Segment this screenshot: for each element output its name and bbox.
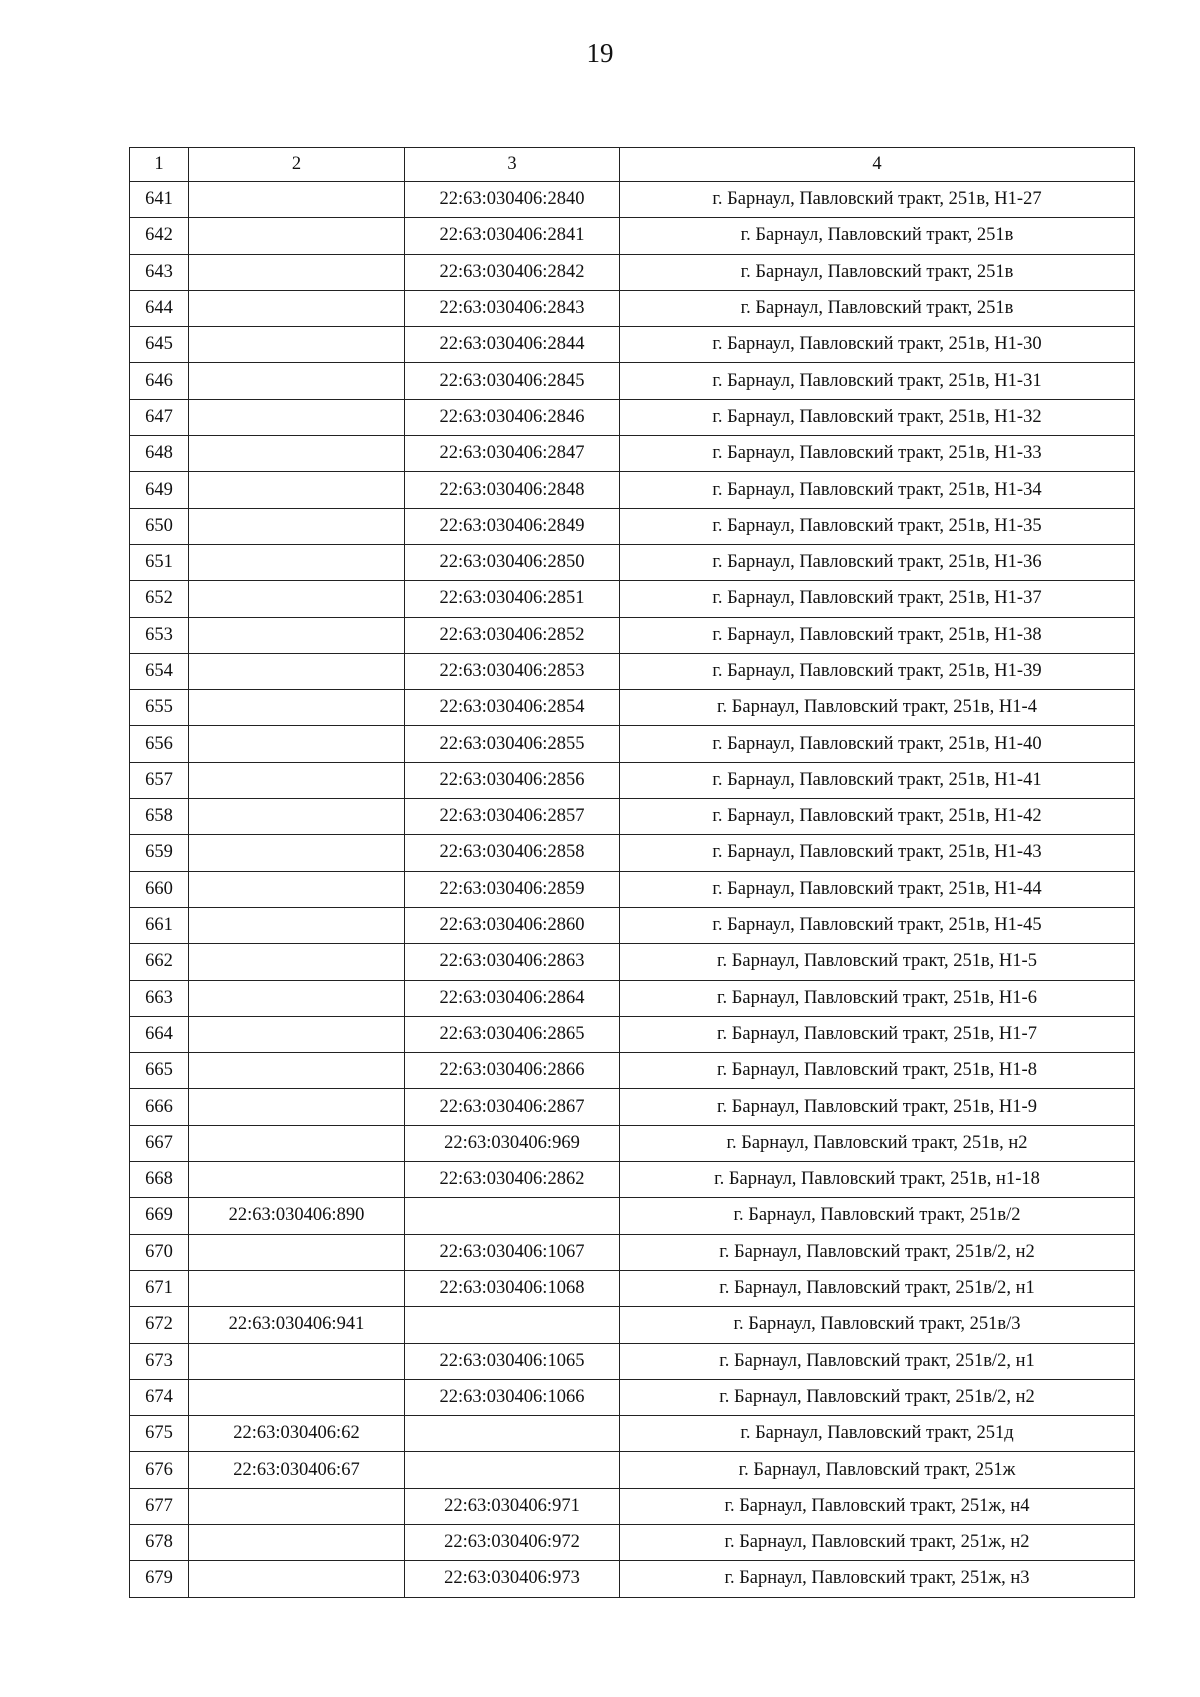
- cadastral-object-cell: 22:63:030406:2853: [405, 653, 620, 689]
- table-row: [130, 1488, 1135, 1524]
- address-cell: г. Барнаул, Павловский тракт, 251в/2, н1: [620, 1270, 1135, 1306]
- page-number: 19: [586, 38, 614, 68]
- cadastral-parcel-cell: 22:63:030406:67: [189, 1452, 405, 1488]
- address-cell: г. Барнаул, Павловский тракт, 251в, Н1-45: [620, 907, 1135, 943]
- cadastral-object-cell: 22:63:030406:972: [405, 1524, 620, 1560]
- address-cell: г. Барнаул, Павловский тракт, 251в, Н1-39: [620, 653, 1135, 689]
- cadastral-object-cell: 22:63:030406:1068: [405, 1270, 620, 1306]
- table-row: [130, 363, 1135, 399]
- row-number-cell: 649: [130, 472, 189, 508]
- row-number-cell: 641: [130, 182, 189, 218]
- cadastral-object-cell: 22:63:030406:2851: [405, 581, 620, 617]
- table-row: [130, 1053, 1135, 1089]
- cadastral-object-cell: [405, 1416, 620, 1452]
- cadastral-object-cell: 22:63:030406:2864: [405, 980, 620, 1016]
- table-row: [130, 835, 1135, 871]
- row-number-cell: 672: [130, 1307, 189, 1343]
- table-row: [130, 1524, 1135, 1560]
- row-number-cell: 663: [130, 980, 189, 1016]
- address-cell: г. Барнаул, Павловский тракт, 251в, Н1-27: [620, 182, 1135, 218]
- table-row: [130, 182, 1135, 218]
- cadastral-object-cell: 22:63:030406:1067: [405, 1234, 620, 1270]
- table-row: [130, 944, 1135, 980]
- cadastral-object-cell: 22:63:030406:2857: [405, 799, 620, 835]
- cadastral-parcel-cell: [189, 907, 405, 943]
- address-cell: г. Барнаул, Павловский тракт, 251ж, н4: [620, 1488, 1135, 1524]
- address-cell: г. Барнаул, Павловский тракт, 251в, Н1-35: [620, 508, 1135, 544]
- address-cell: г. Барнаул, Павловский тракт, 251в, Н1-6: [620, 980, 1135, 1016]
- table-row: [130, 1561, 1135, 1597]
- address-cell: г. Барнаул, Павловский тракт, 251в, Н1-34: [620, 472, 1135, 508]
- table-row: [130, 218, 1135, 254]
- address-cell: г. Барнаул, Павловский тракт, 251в: [620, 218, 1135, 254]
- cadastral-parcel-cell: 22:63:030406:62: [189, 1416, 405, 1452]
- column-header-1: 1: [130, 148, 189, 182]
- row-number-cell: 661: [130, 907, 189, 943]
- cadastral-parcel-cell: [189, 835, 405, 871]
- table-row: [130, 653, 1135, 689]
- cadastral-parcel-cell: [189, 1234, 405, 1270]
- table-row: [130, 1198, 1135, 1234]
- row-number-cell: 658: [130, 799, 189, 835]
- cadastral-object-cell: 22:63:030406:2859: [405, 871, 620, 907]
- cadastral-object-cell: 22:63:030406:2842: [405, 254, 620, 290]
- cadastral-parcel-cell: [189, 617, 405, 653]
- cadastral-parcel-cell: [189, 726, 405, 762]
- cadastral-object-cell: [405, 1307, 620, 1343]
- table-row: [130, 1270, 1135, 1306]
- row-number-cell: 652: [130, 581, 189, 617]
- address-cell: г. Барнаул, Павловский тракт, 251ж, н3: [620, 1561, 1135, 1597]
- header-row: [130, 148, 1135, 182]
- cadastral-parcel-cell: [189, 399, 405, 435]
- table-row: [130, 436, 1135, 472]
- address-cell: г. Барнаул, Павловский тракт, 251в/2, н2: [620, 1379, 1135, 1415]
- cadastral-object-cell: 22:63:030406:2850: [405, 544, 620, 580]
- cadastral-object-cell: 22:63:030406:2844: [405, 327, 620, 363]
- table-row: [130, 1089, 1135, 1125]
- cadastral-object-cell: 22:63:030406:2849: [405, 508, 620, 544]
- cadastral-parcel-cell: [189, 1089, 405, 1125]
- address-cell: г. Барнаул, Павловский тракт, 251в, Н1-8: [620, 1053, 1135, 1089]
- table-row: [130, 980, 1135, 1016]
- cadastral-parcel-cell: [189, 762, 405, 798]
- address-cell: г. Барнаул, Павловский тракт, 251в, Н1-38: [620, 617, 1135, 653]
- row-number-cell: 657: [130, 762, 189, 798]
- table-row: [130, 690, 1135, 726]
- row-number-cell: 653: [130, 617, 189, 653]
- row-number-cell: 644: [130, 290, 189, 326]
- cadastral-parcel-cell: [189, 290, 405, 326]
- table-row: [130, 472, 1135, 508]
- row-number-cell: 679: [130, 1561, 189, 1597]
- row-number-cell: 666: [130, 1089, 189, 1125]
- cadastral-object-cell: 22:63:030406:2847: [405, 436, 620, 472]
- row-number-cell: 664: [130, 1016, 189, 1052]
- address-cell: г. Барнаул, Павловский тракт, 251в, Н1-44: [620, 871, 1135, 907]
- cadastral-parcel-cell: [189, 1162, 405, 1198]
- address-cell: г. Барнаул, Павловский тракт, 251в, н1-18: [620, 1162, 1135, 1198]
- row-number-cell: 676: [130, 1452, 189, 1488]
- cadastral-parcel-cell: [189, 690, 405, 726]
- table-row: [130, 1125, 1135, 1161]
- address-cell: г. Барнаул, Павловский тракт, 251в, Н1-43: [620, 835, 1135, 871]
- table-row: [130, 726, 1135, 762]
- address-cell: г. Барнаул, Павловский тракт, 251в, н2: [620, 1125, 1135, 1161]
- address-cell: г. Барнаул, Павловский тракт, 251в: [620, 290, 1135, 326]
- table-row: [130, 399, 1135, 435]
- table-row: [130, 254, 1135, 290]
- cadastral-parcel-cell: [189, 363, 405, 399]
- table-row: [130, 508, 1135, 544]
- column-header-2: 2: [189, 148, 405, 182]
- column-header-3: 3: [405, 148, 620, 182]
- row-number-cell: 647: [130, 399, 189, 435]
- row-number-cell: 678: [130, 1524, 189, 1560]
- address-cell: г. Барнаул, Павловский тракт, 251в/2: [620, 1198, 1135, 1234]
- cadastral-parcel-cell: [189, 581, 405, 617]
- cadastral-parcel-cell: [189, 218, 405, 254]
- row-number-cell: 645: [130, 327, 189, 363]
- address-cell: г. Барнаул, Павловский тракт, 251в, Н1-5: [620, 944, 1135, 980]
- table-row: [130, 1234, 1135, 1270]
- cadastral-object-cell: 22:63:030406:969: [405, 1125, 620, 1161]
- cadastral-object-cell: 22:63:030406:2843: [405, 290, 620, 326]
- row-number-cell: 668: [130, 1162, 189, 1198]
- row-number-cell: 660: [130, 871, 189, 907]
- cadastral-parcel-cell: [189, 182, 405, 218]
- row-number-cell: 646: [130, 363, 189, 399]
- table-body: [130, 182, 1135, 1598]
- address-cell: г. Барнаул, Павловский тракт, 251в, Н1-31: [620, 363, 1135, 399]
- address-cell: г. Барнаул, Павловский тракт, 251в, Н1-37: [620, 581, 1135, 617]
- address-cell: г. Барнаул, Павловский тракт, 251в, Н1-9: [620, 1089, 1135, 1125]
- cadastral-object-cell: 22:63:030406:2854: [405, 690, 620, 726]
- cadastral-parcel-cell: [189, 1053, 405, 1089]
- table-row: [130, 581, 1135, 617]
- row-number-cell: 669: [130, 1198, 189, 1234]
- address-cell: г. Барнаул, Павловский тракт, 251в, Н1-32: [620, 399, 1135, 435]
- cadastral-object-cell: 22:63:030406:1065: [405, 1343, 620, 1379]
- row-number-cell: 665: [130, 1053, 189, 1089]
- address-cell: г. Барнаул, Павловский тракт, 251в, Н1-4: [620, 690, 1135, 726]
- cadastral-parcel-cell: [189, 436, 405, 472]
- cadastral-parcel-cell: [189, 1125, 405, 1161]
- cadastral-parcel-cell: [189, 1379, 405, 1415]
- cadastral-object-cell: [405, 1452, 620, 1488]
- table-row: [130, 1379, 1135, 1415]
- cadastral-parcel-cell: [189, 799, 405, 835]
- row-number-cell: 670: [130, 1234, 189, 1270]
- cadastral-object-cell: 22:63:030406:2860: [405, 907, 620, 943]
- table-row: [130, 799, 1135, 835]
- cadastral-object-cell: 22:63:030406:2863: [405, 944, 620, 980]
- cadastral-parcel-cell: [189, 472, 405, 508]
- table-row: [130, 1162, 1135, 1198]
- address-cell: г. Барнаул, Павловский тракт, 251в/2, н2: [620, 1234, 1135, 1270]
- cadastral-object-cell: 22:63:030406:2866: [405, 1053, 620, 1089]
- cadastral-parcel-cell: 22:63:030406:941: [189, 1307, 405, 1343]
- table-row: [130, 1452, 1135, 1488]
- address-cell: г. Барнаул, Павловский тракт, 251ж: [620, 1452, 1135, 1488]
- cadastral-parcel-cell: [189, 980, 405, 1016]
- cadastral-parcel-cell: [189, 1488, 405, 1524]
- row-number-cell: 677: [130, 1488, 189, 1524]
- table-row: [130, 1307, 1135, 1343]
- cadastral-object-cell: [405, 1198, 620, 1234]
- row-number-cell: 675: [130, 1416, 189, 1452]
- cadastral-object-cell: 22:63:030406:2856: [405, 762, 620, 798]
- address-cell: г. Барнаул, Павловский тракт, 251в: [620, 254, 1135, 290]
- table-row: [130, 617, 1135, 653]
- row-number-cell: 662: [130, 944, 189, 980]
- cadastral-object-cell: 22:63:030406:2867: [405, 1089, 620, 1125]
- address-cell: г. Барнаул, Павловский тракт, 251в/2, н1: [620, 1343, 1135, 1379]
- address-cell: г. Барнаул, Павловский тракт, 251в, Н1-40: [620, 726, 1135, 762]
- row-number-cell: 674: [130, 1379, 189, 1415]
- cadastral-parcel-cell: [189, 508, 405, 544]
- cadastral-object-cell: 22:63:030406:2845: [405, 363, 620, 399]
- address-cell: г. Барнаул, Павловский тракт, 251в, Н1-42: [620, 799, 1135, 835]
- row-number-cell: 642: [130, 218, 189, 254]
- table-row: [130, 762, 1135, 798]
- row-number-cell: 648: [130, 436, 189, 472]
- table-row: [130, 544, 1135, 580]
- table-row: [130, 290, 1135, 326]
- table-header: [130, 148, 1135, 182]
- cadastral-object-cell: 22:63:030406:2852: [405, 617, 620, 653]
- address-cell: г. Барнаул, Павловский тракт, 251в, Н1-36: [620, 544, 1135, 580]
- table-row: [130, 1016, 1135, 1052]
- table-row: [130, 907, 1135, 943]
- cadastral-parcel-cell: [189, 1524, 405, 1560]
- address-cell: г. Барнаул, Павловский тракт, 251в, Н1-7: [620, 1016, 1135, 1052]
- table-row: [130, 327, 1135, 363]
- row-number-cell: 667: [130, 1125, 189, 1161]
- cadastral-parcel-cell: [189, 653, 405, 689]
- cadastral-object-cell: 22:63:030406:2840: [405, 182, 620, 218]
- row-number-cell: 654: [130, 653, 189, 689]
- address-cell: г. Барнаул, Павловский тракт, 251в, Н1-41: [620, 762, 1135, 798]
- row-number-cell: 659: [130, 835, 189, 871]
- address-cell: г. Барнаул, Павловский тракт, 251д: [620, 1416, 1135, 1452]
- table-row: [130, 1343, 1135, 1379]
- cadastral-parcel-cell: 22:63:030406:890: [189, 1198, 405, 1234]
- table-row: [130, 871, 1135, 907]
- column-header-4: 4: [620, 148, 1135, 182]
- cadastral-object-cell: 22:63:030406:973: [405, 1561, 620, 1597]
- address-cell: г. Барнаул, Павловский тракт, 251в, Н1-33: [620, 436, 1135, 472]
- cadastral-object-cell: 22:63:030406:2858: [405, 835, 620, 871]
- row-number-cell: 655: [130, 690, 189, 726]
- cadastral-parcel-cell: [189, 1270, 405, 1306]
- row-number-cell: 650: [130, 508, 189, 544]
- row-number-cell: 671: [130, 1270, 189, 1306]
- cadastral-object-cell: 22:63:030406:1066: [405, 1379, 620, 1415]
- cadastral-parcel-cell: [189, 327, 405, 363]
- cadastral-parcel-cell: [189, 1561, 405, 1597]
- row-number-cell: 673: [130, 1343, 189, 1379]
- cadastral-parcel-cell: [189, 871, 405, 907]
- cadastral-object-cell: 22:63:030406:2855: [405, 726, 620, 762]
- cadastral-object-cell: 22:63:030406:971: [405, 1488, 620, 1524]
- cadastral-object-cell: 22:63:030406:2862: [405, 1162, 620, 1198]
- row-number-cell: 651: [130, 544, 189, 580]
- address-cell: г. Барнаул, Павловский тракт, 251в, Н1-30: [620, 327, 1135, 363]
- cadastral-parcel-cell: [189, 944, 405, 980]
- cadastral-parcel-cell: [189, 1343, 405, 1379]
- registry-table: [129, 147, 1135, 1598]
- address-cell: г. Барнаул, Павловский тракт, 251в/3: [620, 1307, 1135, 1343]
- table-row: [130, 1416, 1135, 1452]
- cadastral-parcel-cell: [189, 544, 405, 580]
- address-cell: г. Барнаул, Павловский тракт, 251ж, н2: [620, 1524, 1135, 1560]
- row-number-cell: 643: [130, 254, 189, 290]
- cadastral-parcel-cell: [189, 1016, 405, 1052]
- cadastral-object-cell: 22:63:030406:2865: [405, 1016, 620, 1052]
- cadastral-parcel-cell: [189, 254, 405, 290]
- row-number-cell: 656: [130, 726, 189, 762]
- cadastral-object-cell: 22:63:030406:2841: [405, 218, 620, 254]
- cadastral-object-cell: 22:63:030406:2848: [405, 472, 620, 508]
- cadastral-object-cell: 22:63:030406:2846: [405, 399, 620, 435]
